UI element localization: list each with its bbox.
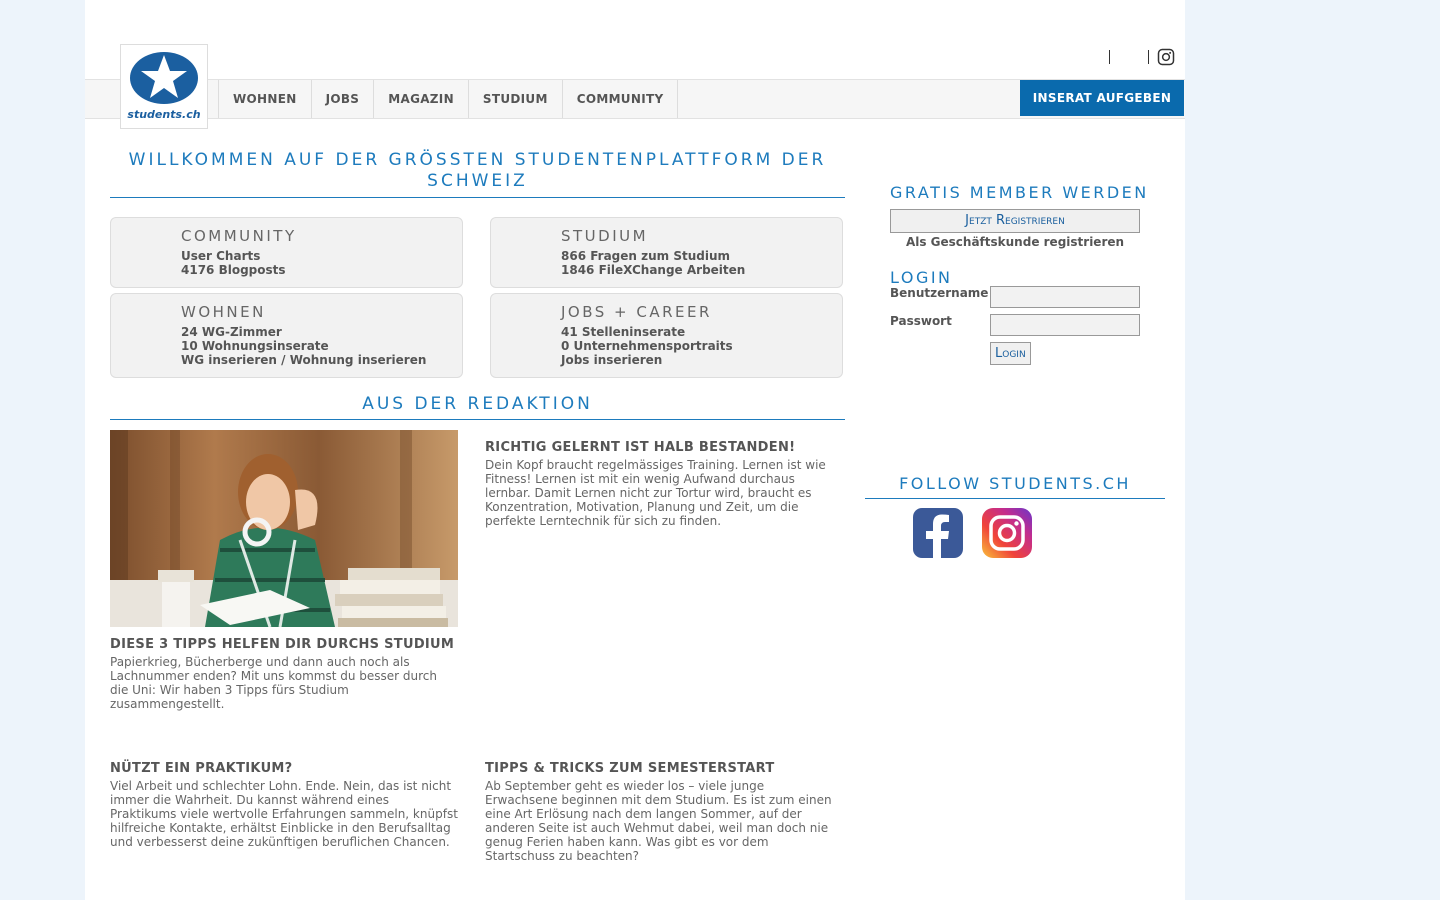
password-label: Passwort — [890, 314, 952, 328]
welcome-heading-wrap — [110, 150, 845, 198]
password-input[interactable] — [990, 314, 1140, 336]
login-button[interactable]: Login — [990, 342, 1031, 365]
welcome-heading: WILLKOMMEN AUF DER GRÖSSTEN STUDENTENPLATTFORM DER SCHWEIZ — [128, 150, 827, 191]
card-jobs-career[interactable] — [490, 293, 843, 378]
card-link-blogposts[interactable]: 4176 Blogposts — [181, 263, 286, 277]
nav-item-studium[interactable]: STUDIUM — [469, 80, 563, 118]
card-title: COMMUNITY — [181, 227, 297, 245]
login-heading-wrap — [890, 267, 953, 288]
article-image[interactable] — [110, 430, 458, 627]
nav-item-magazin[interactable]: MAGAZIN — [374, 80, 469, 118]
article-headline[interactable]: NÜTZT EIN PRAKTIKUM? — [110, 761, 293, 776]
login-heading: LOGIN — [890, 268, 953, 287]
username-input[interactable] — [990, 286, 1140, 308]
card-link-filexchange[interactable]: 1846 FileXChange Arbeiten — [561, 263, 746, 277]
nav-items — [218, 80, 678, 118]
article-headline[interactable]: DIESE 3 TIPPS HELFEN DIR DURCHS STUDIUM — [110, 637, 455, 652]
instagram-icon[interactable] — [982, 508, 1032, 558]
redaktion-heading-wrap — [110, 394, 845, 420]
card-link-wohnungsinserate[interactable]: 10 Wohnungsinserate — [181, 339, 329, 353]
follow-heading-wrap — [865, 473, 1165, 499]
card-link-unternehmensportraits[interactable]: 0 Unternehmensportraits — [561, 339, 733, 353]
card-title: STUDIUM — [561, 227, 649, 245]
member-heading: GRATIS MEMBER WERDEN — [890, 183, 1149, 202]
card-link-stelleninserate[interactable]: 41 Stelleninserate — [561, 325, 686, 339]
card-community[interactable] — [110, 217, 463, 288]
article-headline[interactable]: TIPPS & TRICKS ZUM SEMESTERSTART — [485, 761, 775, 776]
article-item[interactable] — [110, 761, 458, 849]
username-label: Benutzername — [890, 286, 989, 300]
business-register-link[interactable]: Als Geschäftskunde registrieren — [905, 235, 1125, 249]
top-social-icons — [1090, 48, 1175, 66]
article-teaser: Ab September geht es wieder los – viele junge Erwachsene beginnen mit dem Studium. Es ist zum einen eine Art Erlösung nach dem langen Sommer, auf der anderen Seite ist auch Wehmut dabei, weil man doch nie genug Ferien haben kann. Was gibt es vor dem Startschuss zu beachten? — [485, 779, 832, 863]
main-nav — [85, 79, 1185, 119]
redaktion-heading: AUS DER REDAKTION — [362, 394, 593, 414]
divider — [1148, 50, 1149, 64]
page — [85, 0, 1185, 900]
nav-item-community[interactable]: COMMUNITY — [563, 80, 679, 118]
article-headline[interactable]: RICHTIG GELERNT IST HALB BESTANDEN! — [485, 440, 796, 455]
logo-star-icon — [121, 49, 207, 109]
nav-item-wohnen[interactable]: WOHNEN — [219, 80, 312, 118]
card-link-jobs-inserieren[interactable]: Jobs inserieren — [561, 353, 663, 367]
top-bar — [85, 0, 1185, 79]
facebook-icon[interactable] — [913, 508, 963, 558]
card-title: WOHNEN — [181, 303, 266, 321]
article-teaser: Papierkrieg, Bücherberge und dann auch noch als Lachnummer enden? Mit uns kommst du besser durch die Uni: Wir haben 3 Tipps fürs Studium zusammengestellt. — [110, 655, 438, 711]
card-link-inserieren[interactable]: WG inserieren / Wohnung inserieren — [181, 353, 427, 367]
instagram-icon[interactable] — [1157, 48, 1175, 66]
card-title: JOBS + CAREER — [561, 303, 712, 321]
logo[interactable] — [120, 44, 208, 129]
card-studium[interactable] — [490, 217, 843, 288]
article-teaser: Viel Arbeit und schlechter Lohn. Ende. Nein, das ist nicht immer die Wahrheit. Du kannst während eines Praktikums viele wertvolle Erfahrungen sammeln, knüpfst hilfreiche Kontakte, erhältst Einblicke in den Berufsalltag und verbesserst deine zukünftigen beruflichen Chancen. — [110, 779, 458, 849]
inserat-aufgeben-button[interactable]: INSERAT AUFGEBEN — [1020, 80, 1184, 116]
logo-text: students.ch — [127, 108, 201, 121]
nav-item-jobs[interactable]: JOBS — [312, 80, 375, 118]
card-link-fragen[interactable]: 866 Fragen zum Studium — [561, 249, 731, 263]
card-wohnen[interactable] — [110, 293, 463, 378]
article-item[interactable] — [110, 637, 458, 711]
card-link-wg-zimmer[interactable]: 24 WG-Zimmer — [181, 325, 282, 339]
article-item[interactable] — [485, 440, 835, 528]
student-photo-illustration — [110, 430, 458, 627]
article-teaser: Dein Kopf braucht regelmässiges Training. Lernen ist wie Fitness! Lernen ist mit ein wenig Aufwand durchaus lernbar. Damit Lernen nicht zur Tortur wird, braucht es Konzentration, Motivation, Planung und Zeit, um die perfekte Lerntechnik für sich zu finden. — [485, 458, 826, 528]
article-item[interactable] — [485, 761, 835, 863]
follow-heading: FOLLOW STUDENTS.CH — [899, 474, 1131, 493]
divider — [1109, 50, 1110, 64]
register-button[interactable]: Jetzt Registrieren — [890, 209, 1140, 233]
card-link-user-charts[interactable]: User Charts — [181, 249, 261, 263]
member-heading-wrap — [890, 182, 1149, 203]
